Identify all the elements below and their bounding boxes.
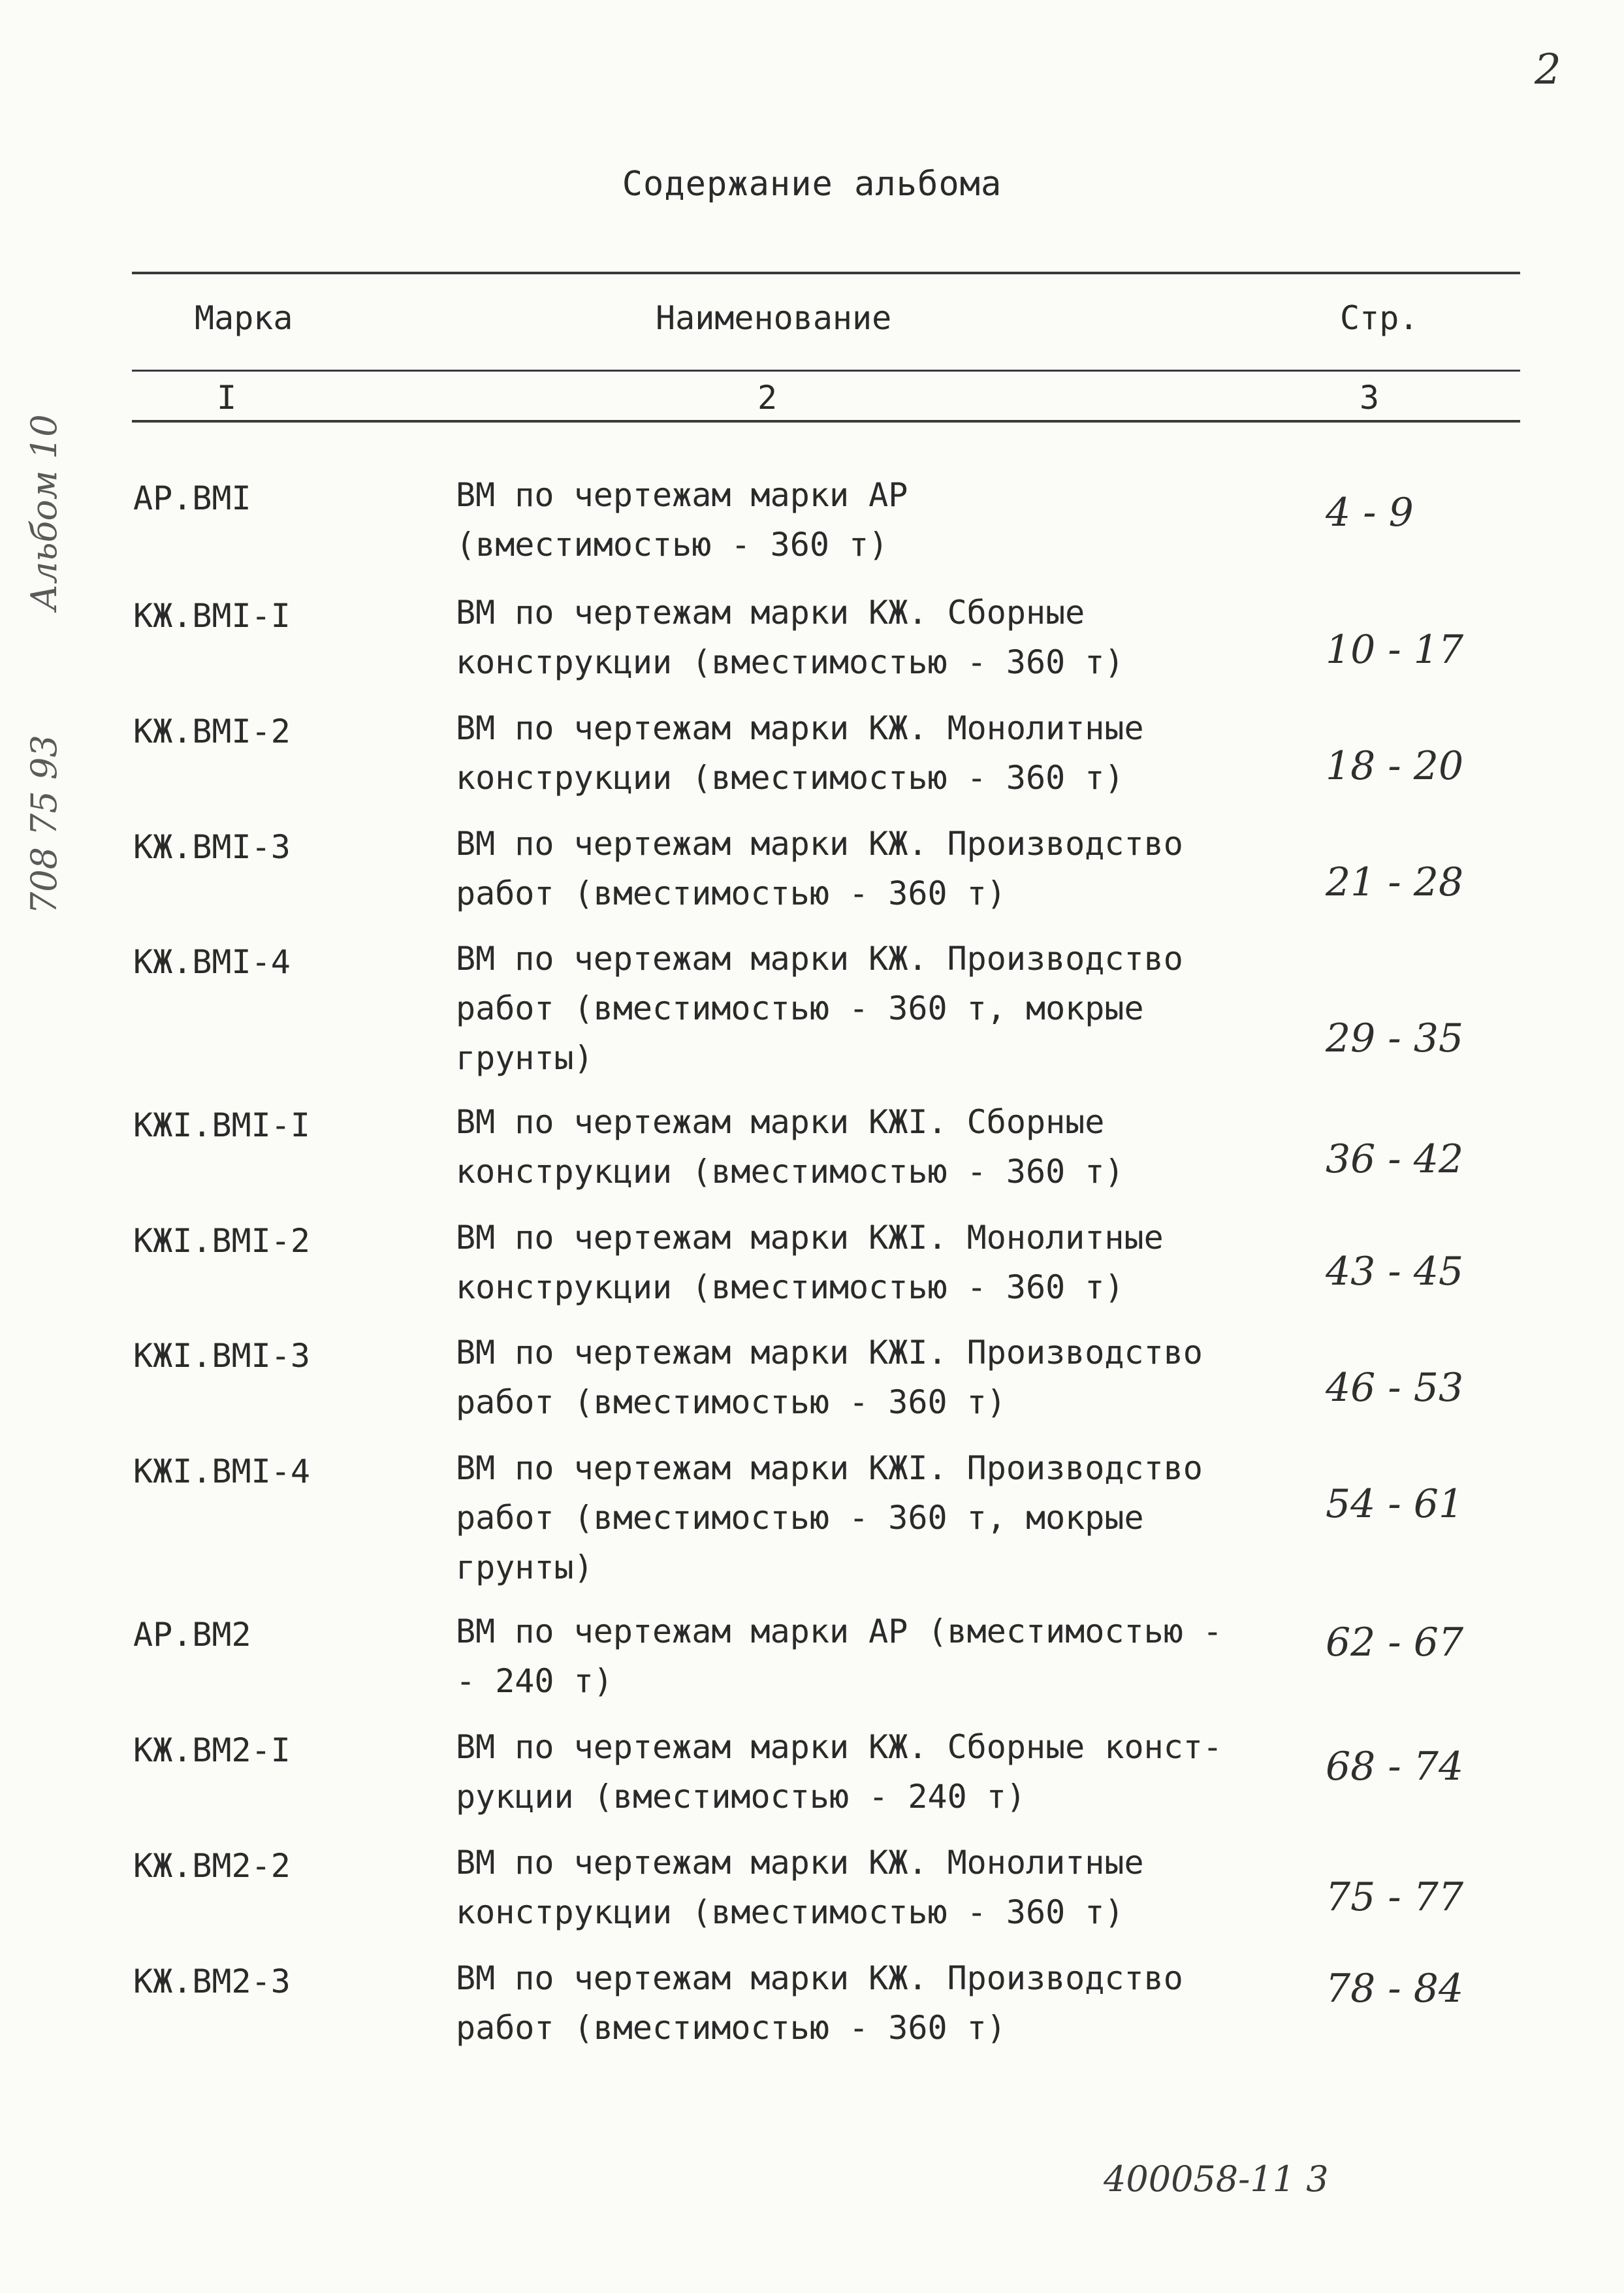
row-code: КЖ.ВМI-4 xyxy=(133,943,291,981)
row-name: ВМ по чертежам марки КЖI. Производство работ (вместимостью - 360 т, мокрые грунты) xyxy=(456,1449,1203,1586)
row-pages: 46 - 53 xyxy=(1326,1365,1464,1411)
row-pages: 36 - 42 xyxy=(1326,1136,1464,1182)
row-pages: 68 - 74 xyxy=(1326,1744,1464,1789)
row-name: ВМ по чертежам марки КЖI. Сборные конструкции (вместимостью - 360 т) xyxy=(456,1103,1124,1191)
table-top-rule xyxy=(132,272,1520,274)
row-name: ВМ по чертежам марки КЖ. Монолитные конструкции (вместимостью - 360 т) xyxy=(456,709,1144,797)
side-stamp xyxy=(24,327,65,914)
row-name: ВМ по чертежам марки КЖ. Сборные конструкции (вместимостью - 360 т) xyxy=(456,594,1124,681)
header-name: Наименование xyxy=(656,299,892,337)
row-pages: 21 - 28 xyxy=(1326,859,1464,905)
row-name: ВМ по чертежам марки АР (вместимостью - 360 т) xyxy=(456,476,908,564)
page-number: 2 xyxy=(1535,46,1561,94)
row-pages: 10 - 17 xyxy=(1326,627,1464,673)
row-name: ВМ по чертежам марки КЖ. Производство работ (вместимостью - 360 т) xyxy=(456,1959,1183,2047)
row-pages: 43 - 45 xyxy=(1326,1249,1464,1294)
row-code: КЖ.ВМ2-3 xyxy=(133,1963,291,2000)
header-rule xyxy=(132,370,1520,372)
row-pages: 4 - 9 xyxy=(1326,490,1414,536)
row-name: ВМ по чертежам марки АР (вместимостью - - 240 т) xyxy=(456,1612,1222,1700)
row-code: КЖ.ВМI-2 xyxy=(133,713,291,750)
row-pages: 75 - 77 xyxy=(1326,1874,1464,1920)
row-code: КЖI.ВМI-I xyxy=(133,1106,310,1144)
row-code: КЖI.ВМI-3 xyxy=(133,1337,310,1375)
row-code: АР.ВМ2 xyxy=(133,1616,251,1654)
row-name: ВМ по чертежам марки КЖ. Сборные конст- рукции (вместимостью - 240 т) xyxy=(456,1728,1222,1816)
column-number-rule xyxy=(132,420,1520,423)
row-code: КЖI.ВМI-2 xyxy=(133,1222,310,1260)
row-pages: 18 - 20 xyxy=(1326,743,1464,789)
column-number-1: I xyxy=(217,379,237,417)
row-name: ВМ по чертежам марки КЖ. Производство работ (вместимостью - 360 т) xyxy=(456,825,1183,912)
row-code: АР.ВМI xyxy=(133,479,251,517)
footer-stamp: 400058-11 3 xyxy=(1104,2158,1329,2200)
side-stamp-code: 708 75 93 xyxy=(24,735,65,914)
row-code: КЖ.ВМ2-I xyxy=(133,1731,291,1769)
column-number-2: 2 xyxy=(757,379,778,417)
row-pages: 78 - 84 xyxy=(1326,1966,1464,2012)
row-code: КЖ.ВМI-3 xyxy=(133,828,291,866)
row-name: ВМ по чертежам марки КЖI. Производство работ (вместимостью - 360 т) xyxy=(456,1334,1203,1421)
row-code: КЖI.ВМI-4 xyxy=(133,1452,310,1490)
column-number-3: 3 xyxy=(1360,379,1380,417)
row-code: КЖ.ВМ2-2 xyxy=(133,1847,291,1885)
page-title: Содержание альбома xyxy=(622,165,1002,204)
row-code: КЖ.ВМI-I xyxy=(133,597,291,635)
row-name: ВМ по чертежам марки КЖ. Производство работ (вместимостью - 360 т, мокрые грунты) xyxy=(456,940,1183,1077)
row-name: ВМ по чертежам марки КЖ. Монолитные конструкции (вместимостью - 360 т) xyxy=(456,1844,1144,1931)
row-name: ВМ по чертежам марки КЖI. Монолитные конструкции (вместимостью - 360 т) xyxy=(456,1219,1164,1306)
row-pages: 62 - 67 xyxy=(1326,1620,1464,1665)
header-pages: Стр. xyxy=(1340,299,1419,337)
header-code: Марка xyxy=(195,299,293,337)
row-pages: 29 - 35 xyxy=(1326,1016,1464,1061)
row-pages: 54 - 61 xyxy=(1326,1481,1464,1527)
side-stamp-album: Альбом 10 xyxy=(24,414,65,611)
